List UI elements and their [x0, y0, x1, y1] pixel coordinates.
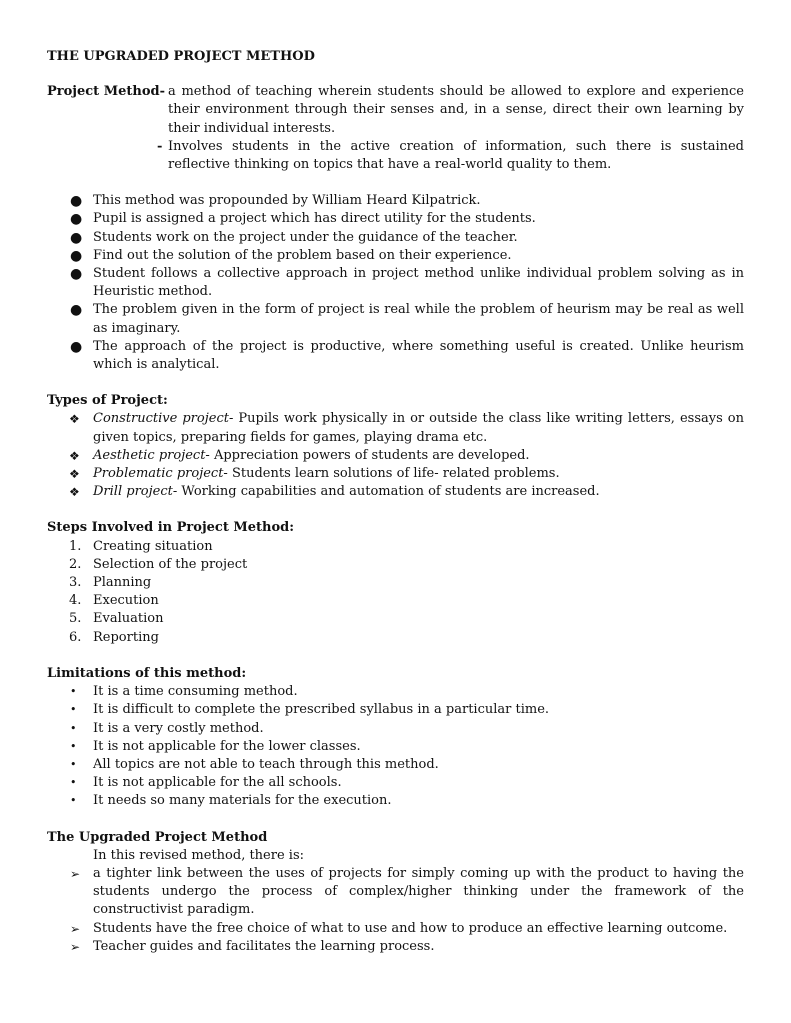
step-number: 2.	[69, 556, 82, 572]
list-item: ❖ Constructive project- Pupils work physically in or outside the class like writing letters, essays on given topics, preparing fields for games, playing drama etc.	[69, 411, 744, 445]
step-number: 5.	[69, 611, 82, 627]
bullet-icon: •	[70, 776, 77, 790]
dash-marker: -	[157, 138, 163, 154]
step-number: 4.	[69, 593, 82, 609]
bullet-icon: •	[70, 685, 77, 699]
definition-text-2	[157, 138, 744, 174]
bullet-icon: ●	[70, 266, 83, 283]
list-item: ● Students work on the project under the guidance of the teacher.	[70, 229, 518, 246]
list-item: ● Find out the solution of the problem based on their experience.	[70, 247, 512, 264]
list-item: ❖ Aesthetic project- Appreciation powers of students are developed.	[47, 447, 744, 465]
list-item: ➢ a tighter link between the uses of projects for simply coming up with the product to having the students undergo the process of complex/higher thinking under the framework of the constructivist paradigm.	[70, 865, 744, 918]
list-item: • It is a time consuming method.	[47, 683, 744, 701]
type-term: Problematic project-	[93, 466, 228, 482]
types-heading: Types of Project:	[47, 393, 168, 409]
type-term: Drill project-	[93, 484, 178, 500]
upgraded-list	[47, 865, 744, 956]
bullet-icon: •	[70, 739, 77, 753]
list-item: ● This method was propounded by William Heard Kilpatrick.	[70, 193, 481, 210]
bullet-icon: •	[70, 721, 77, 735]
document-title: THE UPGRADED PROJECT METHOD	[47, 49, 315, 64]
step-number: 1.	[69, 538, 82, 554]
list-item: ➢ Teacher guides and facilitates the learning process.	[47, 938, 744, 956]
list-item: ● The problem given in the form of project is real while the problem of heurism may be real as well as imaginary.	[70, 302, 744, 336]
step-number: 6.	[69, 629, 82, 645]
upgraded-intro: In this revised method, there is:	[93, 847, 304, 863]
list-item: • It is a very costly method.	[47, 720, 744, 738]
list-item: ❖ Problematic project- Students learn solutions of life- related problems.	[47, 465, 744, 483]
list-item: ● Pupil is assigned a project which has direct utility for the students.	[70, 211, 536, 228]
project-method-label: Project Method-	[47, 84, 165, 100]
facts-list	[47, 192, 744, 374]
bullet-icon: ●	[70, 302, 83, 319]
bullet-icon: •	[70, 794, 77, 808]
bullet-icon: •	[70, 703, 77, 717]
step-number: 3.	[69, 575, 82, 591]
diamond-bullet-icon: ❖	[69, 412, 80, 427]
list-item: 1. Creating situation	[47, 538, 744, 556]
diamond-bullet-icon: ❖	[69, 485, 80, 500]
bullet-icon: •	[70, 757, 77, 771]
type-term: Constructive project-	[93, 411, 234, 427]
list-item: ➢ Students have the free choice of what to use and how to produce an effective learning outcome.	[47, 920, 744, 938]
bullet-icon: ●	[70, 229, 83, 246]
definition-text: a method of teaching wherein students should be allowed to explore and experience their environment through their senses and, in a sense, direct their own learning by their individual interests.	[168, 84, 744, 136]
list-item: • It is difficult to complete the prescribed syllabus in a particular time.	[47, 701, 744, 719]
arrow-bullet-icon: ➢	[70, 939, 81, 954]
limitations-list	[47, 683, 744, 810]
document-page	[47, 48, 744, 956]
project-method-definition	[47, 83, 744, 174]
list-item: 4. Execution	[47, 592, 744, 610]
bullet-icon: ●	[70, 211, 83, 228]
steps-list	[47, 538, 744, 647]
list-item: 5. Evaluation	[47, 610, 744, 628]
diamond-bullet-icon: ❖	[69, 467, 80, 482]
list-item: ❖ Drill project- Working capabilities and automation of students are increased.	[47, 483, 744, 501]
list-item: 3. Planning	[47, 574, 744, 592]
list-item: • All topics are not able to teach through this method.	[47, 756, 744, 774]
list-item: • It is not applicable for the all schools.	[47, 774, 744, 792]
bullet-icon: ●	[70, 193, 83, 210]
list-item: ● Student follows a collective approach in project method unlike individual problem solving as in Heuristic method.	[70, 266, 744, 300]
bullet-icon: ●	[70, 338, 83, 355]
arrow-bullet-icon: ➢	[70, 921, 81, 936]
types-list	[47, 410, 744, 501]
type-term: Aesthetic project-	[93, 447, 210, 463]
list-item: 2. Selection of the project	[47, 556, 744, 574]
steps-heading: Steps Involved in Project Method:	[47, 520, 295, 536]
definition-2-content: Involves students in the active creation of information, such there is sustained reflective thinking on topics that have a real-world quality to them.	[168, 138, 744, 173]
upgraded-heading: The Upgraded Project Method	[47, 829, 268, 845]
limitations-heading: Limitations of this method:	[47, 665, 247, 681]
bullet-icon: ●	[70, 247, 83, 264]
list-item: ● The approach of the project is productive, where something useful is created. Unlike heurism which is analytical.	[70, 338, 744, 373]
list-item: • It is not applicable for the lower classes.	[47, 738, 744, 756]
list-item: 6. Reporting	[47, 629, 744, 647]
diamond-bullet-icon: ❖	[69, 448, 80, 463]
list-item: • It needs so many materials for the execution.	[47, 792, 744, 810]
arrow-bullet-icon: ➢	[70, 866, 81, 881]
